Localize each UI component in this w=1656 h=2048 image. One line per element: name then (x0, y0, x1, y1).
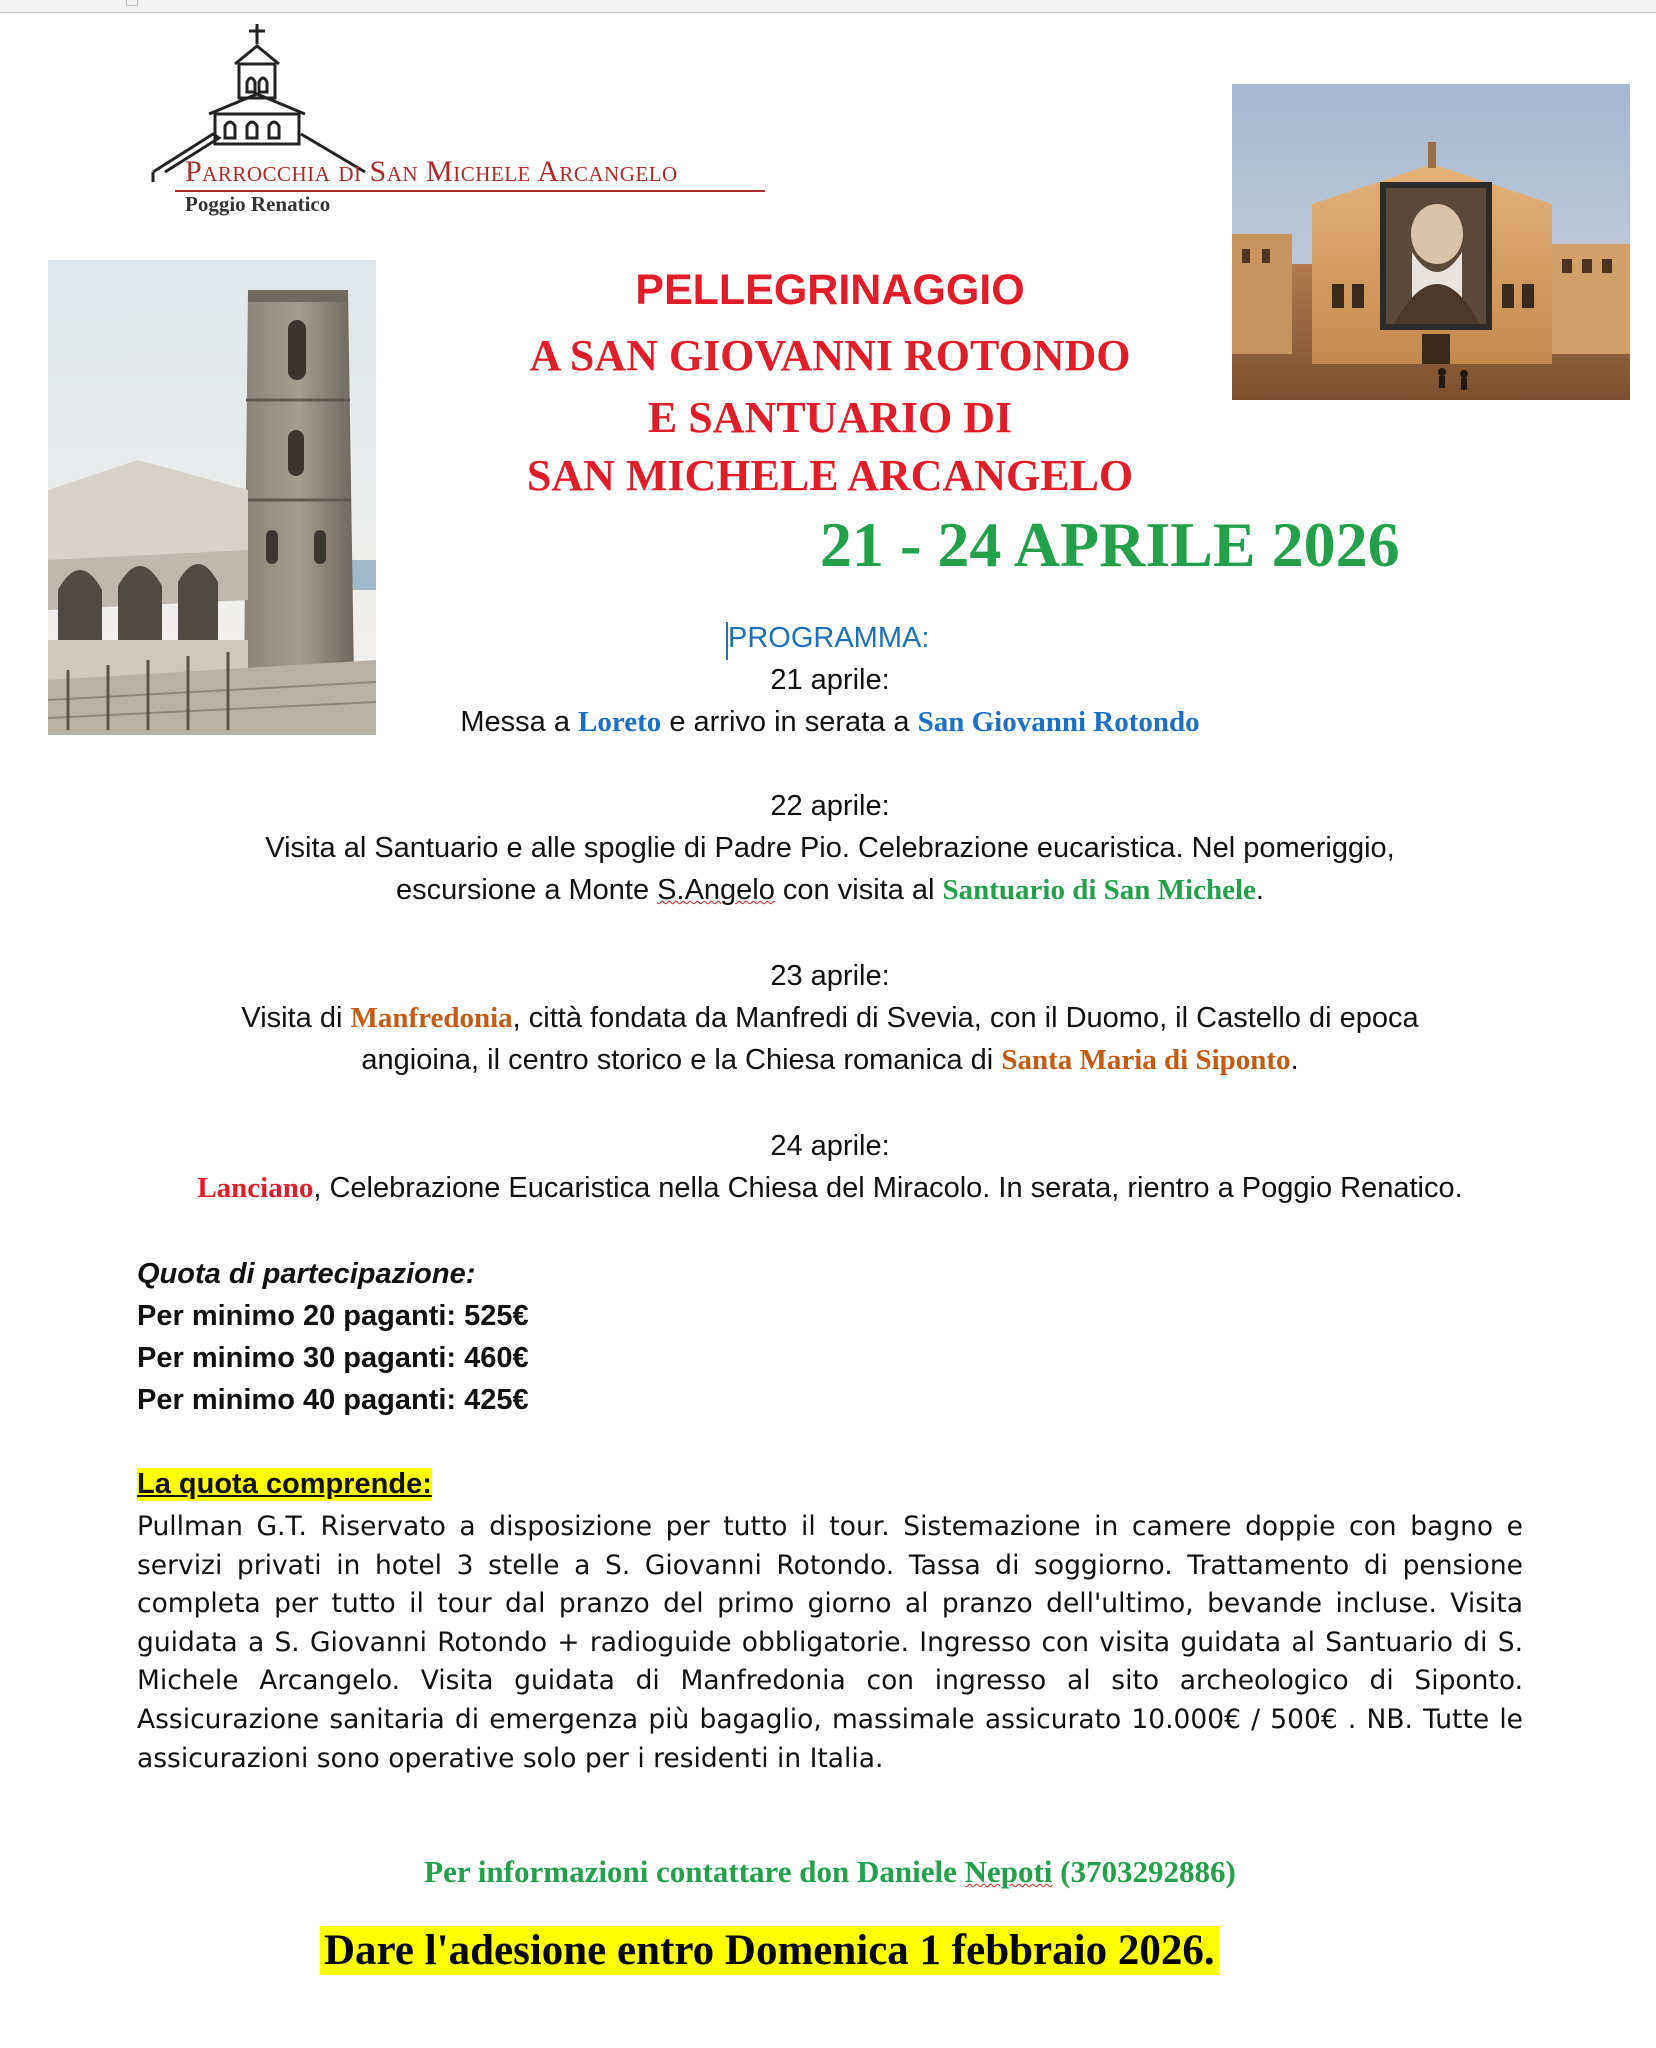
day1-place-sgr: San Giovanni Rotondo (917, 706, 1200, 738)
day3-line2 (130, 1044, 1530, 1077)
day2-end: . (1255, 874, 1264, 906)
day4-place-lanciano: Lanciano (197, 1172, 314, 1204)
quota-row: Per minimo 40 paganti: 425€ (137, 1384, 529, 1416)
title-pellegrinaggio: PELLEGRINAGGIO (635, 266, 1025, 314)
title-destination-2: E SANTUARIO DI (647, 393, 1013, 442)
day4-text: , Celebrazione Eucaristica nella Chiesa del Miracolo. In serata, rientro a Poggio Renatico. (313, 1172, 1463, 1204)
day2-text-a: escursione a Monte (396, 874, 658, 906)
contact-name: Nepoti (964, 1854, 1053, 1889)
day3-text-c: angioina, il centro storico e la Chiesa romanica di (361, 1044, 1002, 1076)
day4-date: 24 aprile: (770, 1130, 890, 1162)
day2-line1: Visita al Santuario e alle spoglie di Padre Pio. Celebrazione eucaristica. Nel pomeriggio, (265, 832, 1395, 864)
day3-text-a: Visita di (241, 1002, 351, 1034)
day3-text-b: , città fondata da Manfredi di Svevia, con il Duomo, il Castello di epoca (512, 1002, 1419, 1034)
registration-deadline: Dare l'adesione entro Domenica 1 febbraio 2026. (320, 1926, 1219, 1975)
day3-line1 (130, 1002, 1530, 1035)
quota-row: Per minimo 30 paganti: 460€ (137, 1342, 529, 1374)
program-heading: PROGRAMMA: (728, 622, 930, 654)
quota-row: Per minimo 20 paganti: 525€ (137, 1300, 529, 1332)
contact-text-a: Per informazioni contattare don Daniele (424, 1854, 965, 1889)
trip-dates: 21 - 24 APRILE 2026 (820, 509, 1400, 580)
day1-date: 21 aprile: (770, 664, 890, 696)
contact-info (130, 1854, 1530, 1890)
padre-pio-church-photo (1232, 84, 1630, 400)
day3-end: . (1290, 1044, 1299, 1076)
window-tab-marker (126, 0, 138, 6)
day3-date: 23 aprile: (770, 960, 890, 992)
includes-title: La quota comprende: (137, 1468, 432, 1500)
title-destination-3: SAN MICHELE ARCANGELO (526, 451, 1134, 500)
day1-text (130, 706, 1530, 739)
day2-misspelled: S.Angelo (657, 874, 775, 906)
day2-place-santuario: Santuario di San Michele (942, 874, 1256, 906)
parish-logo (135, 22, 785, 217)
parish-town: Poggio Renatico (185, 192, 331, 216)
day2-date: 22 aprile: (770, 790, 890, 822)
day2-line2 (130, 874, 1530, 907)
parish-name: Parrocchia di San Michele Arcangelo (185, 155, 678, 188)
contact-text-b: (3703292886) (1052, 1854, 1236, 1889)
day3-place-manfredonia: Manfredonia (350, 1002, 513, 1034)
day1-text-a: Messa a (460, 706, 579, 738)
day4-line (130, 1172, 1530, 1205)
day1-place-loreto: Loreto (578, 706, 662, 738)
day2-text-b: con visita al (774, 874, 943, 906)
day3-place-siponto: Santa Maria di Siponto (1001, 1044, 1291, 1076)
quota-title: Quota di partecipazione: (137, 1258, 476, 1290)
includes-text: Pullman G.T. Riservato a disposizione per tutto il tour. Sistemazione in camere doppie con bagno e servizi privati in hotel 3 stelle a S. Giovanni Rotondo. Tassa di soggiorno. Trattamento di pensione completa per tutto il tour dal pranzo del primo giorno al pranzo dell'ultimo, bevande incluse. Visita guidata a S. Giovanni Rotondo + radioguide obbligatorie. Ingresso con visita guidata al Santuario di S. Michele Arcangelo. Visita guidata di Manfredonia con ingresso al sito archeologico di Siponto. Assicurazione sanitaria di emergenza più bagaglio, massimale assicurato 10.000€ / 500€ . NB. Tutte le assicurazioni sono operative solo per i residenti in Italia. (137, 1511, 1523, 1774)
title-destination-1: A SAN GIOVANNI ROTONDO (529, 331, 1131, 380)
window-top-bar (0, 0, 1656, 13)
day1-text-b: e arrivo in serata a (661, 706, 918, 738)
